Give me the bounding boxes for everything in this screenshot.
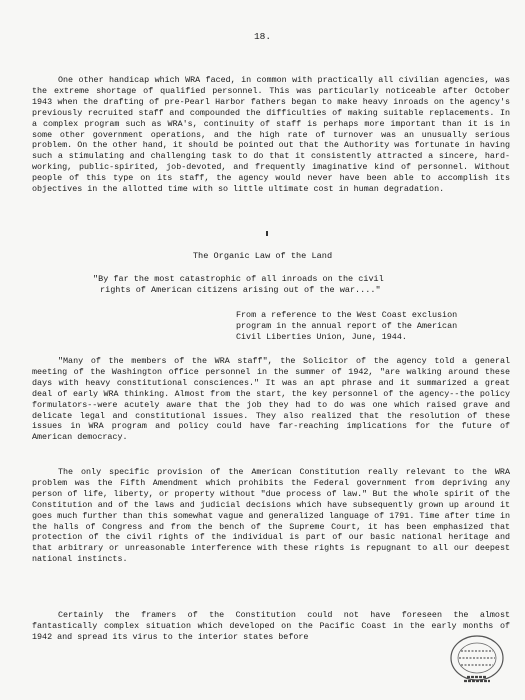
paragraph-text: Certainly the framers of the Constitution could not have foreseen the almost fantastically complex situation which developed on the Pacific Coast in the early months of 1942 and spread its virus to the interior states before xyxy=(32,610,510,642)
paragraph-personnel-shortage xyxy=(32,75,510,195)
ink-mark xyxy=(266,231,268,236)
attribution-line: program in the annual report of the American xyxy=(236,321,458,332)
paragraph-text: One other handicap which WRA faced, in common with practically all civilian agencies, was the extreme shortage of qualified personnel. This was particularly noticeable after October 1943 when the drafting of pre-Pearl Harbor fathers began to make heavy inroads on the agency's previously recruited staff and compounded the difficulties of making suitable replacements. In a complex program such as WRA's, continuity of staff is perhaps more important than it is in some other government operations, and the high rate of turnover was an unusually serious problem. On the other hand, it should be pointed out that the Authority was fortunate in having such a stimulating and challenging task to do that it consistently attracted a sincere, hard-working, public-spirited, job-devoted, and frequently imaginative kind of personnel. Without people of this type on its staff, the agency would never have been able to accomplish its objectives in the allotted time with so little ultimate cost in human degradation. xyxy=(32,75,510,195)
paragraph-text: The only specific provision of the American Constitution really relevant to the WRA problem was the Fifth Amendment which prohibits the Federal government from depriving any person of life, liberty, or property without "due process of law." But the whole spirit of the Constitution and of the laws and judicial decisions which have subsequently grown up around it goes much further than this somewhat vague and generalized language of 1791. Time after time in the halls of Congress and from the bench of the Supreme Court, it has been emphasized that protection of the civil rights of the individual is part of our basic national heritage and that arbitrary or unreasonable interference with these rights is repugnant to all our deepest national instincts. xyxy=(32,467,510,565)
quote-attribution xyxy=(236,310,506,344)
paragraph-fifth-amendment xyxy=(32,467,510,565)
paragraph-constitutional-consciences xyxy=(32,356,510,443)
page-number: 18. xyxy=(253,31,272,42)
attribution-line: Civil Liberties Union, June, 1944. xyxy=(236,332,407,343)
paragraph-text: "Many of the members of the WRA staff", the Solicitor of the agency told a general meeting of the Washington office personnel in the summer of 1942, "are walking around these days with heavy constitutional consciences." It was an apt phrase and it summarized a great deal of early WRA thinking. Almost from the start, the key personnel of the agency--the policy formulators--were acutely aware that the job they had to do was one which raised grave and delicate legal and constitutional issues. They also realized that the resolution of these issues in WRA program and policy could have far-reaching implications for the future of American democracy. xyxy=(32,356,510,443)
attribution-line: From a reference to the West Coast exclusion xyxy=(236,310,458,320)
paragraph-framers xyxy=(32,610,510,643)
quote-line: rights of American citizens arising out of the war...." xyxy=(100,285,381,295)
quote-line: "By far the most catastrophic of all inroads on the civil xyxy=(93,274,384,284)
epigraph-quote xyxy=(93,274,413,296)
section-title: The Organic Law of the Land xyxy=(192,251,333,261)
archive-stamp-icon xyxy=(447,633,507,688)
